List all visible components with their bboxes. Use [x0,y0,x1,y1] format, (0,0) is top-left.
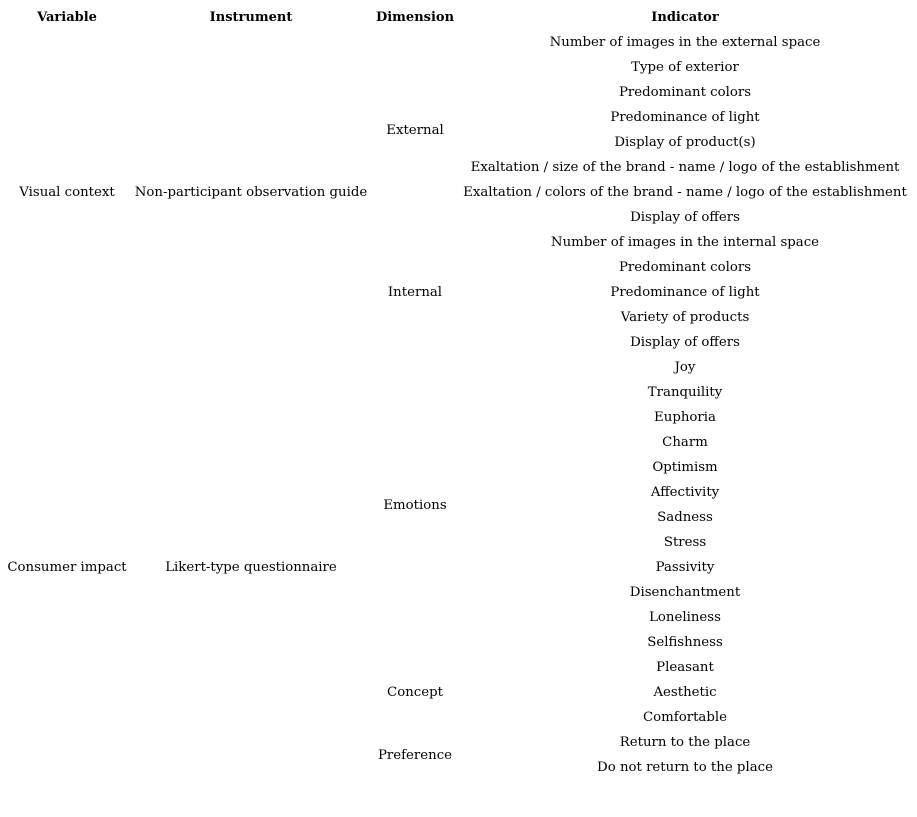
indicator-cell: Tranquility [647,385,723,400]
indicator-cell: Aesthetic [653,685,717,700]
indicator-cell: Type of exterior [631,60,739,75]
indicator-cell: Number of images in the external space [549,35,821,50]
indicator-cell: Predominant colors [618,85,752,100]
indicator-cell: Affectivity [650,485,720,500]
indicator-cell: Predominance of light [610,285,760,300]
indicator-cell: Exaltation / colors of the brand - name / logo of the establishment [463,185,907,200]
indicator-cell: Charm [662,435,708,450]
indicator-cell: Display of offers [630,335,740,350]
indicator-cell: Euphoria [654,410,716,425]
dimension-cell: Preference [377,747,453,763]
indicator-cell: Selfishness [647,635,723,650]
indicator-cell: Display of product(s) [614,135,756,150]
indicator-cell: Display of offers [630,210,740,225]
instrument-cell: Likert-type questionnaire [165,560,337,575]
dimension-cell: Emotions [383,497,447,513]
indicator-cell: Pleasant [656,660,714,675]
indicator-cell: Predominance of light [610,110,760,125]
indicator-cell: Loneliness [649,610,721,625]
indicator-cell: Number of images in the internal space [550,235,820,250]
dimension-cell: Internal [387,285,443,300]
dimension-cell: External [386,122,444,138]
indicator-cell: Joy [674,360,696,375]
indicator-cell: Disenchantment [629,585,741,600]
indicator-cell: Predominant colors [618,260,752,275]
indicator-cell: Variety of products [620,310,750,325]
indicator-cell: Optimism [652,460,718,475]
instrument-cell: Non-participant observation guide [134,185,368,200]
variable-cell: Visual context [19,185,115,200]
indicator-cell: Return to the place [619,735,751,750]
indicator-cell: Passivity [655,560,715,575]
indicator-cell: Sadness [657,510,713,525]
header-indicator: Indicator [651,10,719,25]
variable-cell: Consumer impact [7,560,127,575]
dimension-cell: Concept [387,685,443,700]
header-variable: Variable [37,10,97,25]
header-instrument: Instrument [209,10,293,25]
indicator-cell: Exaltation / size of the brand - name / logo of the establishment [470,160,900,175]
indicator-cell: Do not return to the place [597,760,773,775]
header-dimension: Dimension [375,10,455,25]
indicator-cell: Stress [663,535,707,550]
indicator-cell: Comfortable [643,710,727,725]
